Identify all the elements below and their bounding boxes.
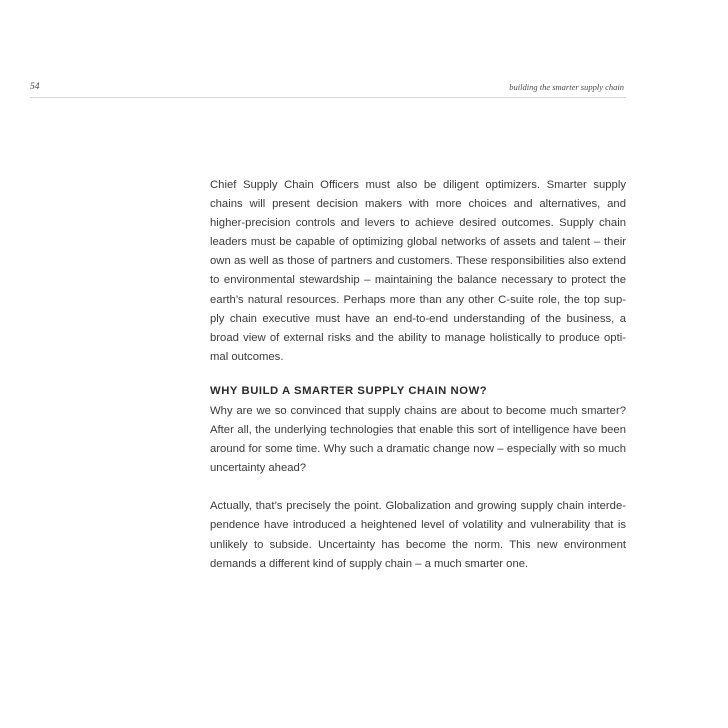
- body-text: [210, 176, 626, 574]
- page-number: 54: [30, 82, 40, 92]
- header-divider: [30, 97, 626, 98]
- paragraph-why-now: Why are we so convinced that supply chains are about to become much smarter? After all, the underlying technologies that enable this sort of intelligence have been around for some time. Why such a dramatic change now – especially with so much uncertainty ahead?: [210, 404, 626, 475]
- section-heading: WHY BUILD A SMARTER SUPPLY CHAIN NOW?: [210, 384, 488, 397]
- paragraph-uncertainty: Actually, that’s precisely the point. Globalization and growing supply chain interde-pendence have introduced a heightened level of volatility and vulnerability that is unlikely to subside. Uncertainty has become the norm. This new environment demands a different kind of supply chain – a much smarter one.: [210, 500, 626, 570]
- running-title: building the smarter supply chain: [509, 82, 624, 92]
- paragraph-optimizers: Chief Supply Chain Officers must also be diligent optimizers. Smarter supply chains will present decision makers with more choices and alternatives, and higher-precision controls and levers to achieve desired outcomes. Supply chain leaders must be capable of optimizing global networks of assets and talent – their own as well as those of partners and customers. These responsibilities also extend to environmental stewardship – maintaining the balance necessary to protect the earth’s natural resources. Perhaps more than any other C-suite role, the top sup-ply chain executive must have an end-to-end understanding of the business, a broad view of external risks and the ability to manage holistically to produce opti-mal outcomes.: [210, 179, 626, 363]
